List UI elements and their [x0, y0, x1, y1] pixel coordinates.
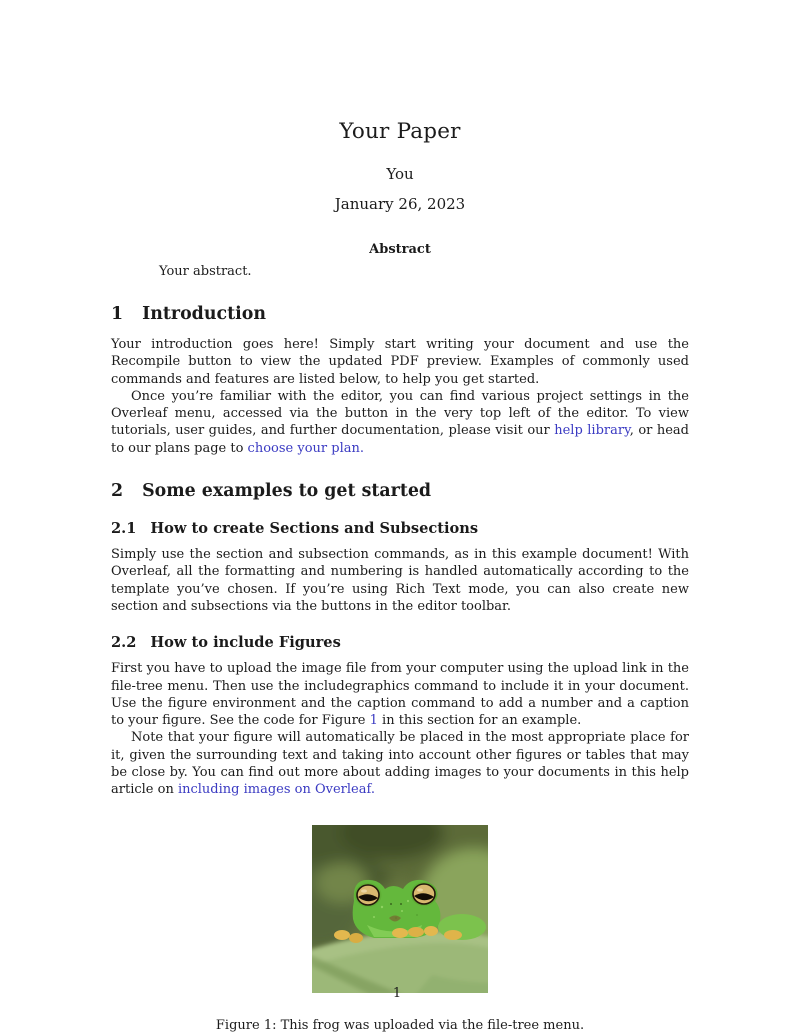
- paragraph: [111, 336, 689, 388]
- paper-title: Your Paper: [339, 119, 461, 144]
- section-title: Introduction: [142, 304, 266, 324]
- subsection-title: How to create Sections and Subsections: [150, 520, 479, 538]
- text-segment: Simply use the section and subsection commands, as in this example document! With Overleaf, all the formatting and numbering is handled automatically according to the template you’ve chosen. If you’re using Rich Text mode, you can also create new section and subsections via the buttons in the editor toolbar.: [111, 547, 689, 614]
- section-number: 1: [111, 304, 124, 324]
- text-segment: in this section for an example.: [377, 713, 582, 729]
- paragraph: [111, 388, 689, 457]
- inline-link[interactable]: 1: [369, 713, 378, 729]
- paper-author: You: [386, 165, 414, 183]
- text-segment: First you have to upload the image file from your computer using the upload link in the file-tree menu. Then use the includegraphics command to include it in your document. Use the figure environment and the caption command to add a number and a caption to your figure. See the code for Figure: [111, 661, 689, 729]
- paper-date: January 26, 2023: [334, 195, 466, 213]
- subsection-heading-sections: [111, 520, 689, 537]
- abstract-heading: Abstract: [369, 242, 431, 257]
- text-block: [111, 0, 689, 1033]
- abstract-text: Your abstract.: [159, 264, 252, 279]
- inline-link[interactable]: including images on Overleaf.: [177, 782, 375, 798]
- figure-caption: Figure 1: This frog was uploaded via the file-tree menu.: [215, 1017, 585, 1033]
- inline-link[interactable]: help library: [554, 423, 630, 439]
- section-heading-introduction: [111, 304, 689, 324]
- frog-photo-graphic: [312, 825, 488, 993]
- text-segment: Once you’re familiar with the editor, you can find various project settings in the Overleaf menu, accessed via the button in the very top left of the editor. To view tutorials, user guides, and further documentation, please visit our: [111, 388, 689, 439]
- paragraph: [111, 660, 689, 729]
- section-title: Some examples to get started: [142, 481, 432, 502]
- page-number: 1: [392, 986, 402, 1001]
- section-number: 2: [111, 481, 124, 502]
- subsection-title: How to include Figures: [150, 634, 341, 652]
- paragraph: [111, 729, 689, 798]
- inline-link[interactable]: choose your plan.: [247, 440, 364, 456]
- frog-photo: [312, 825, 488, 993]
- figure-1: [111, 825, 689, 1033]
- paragraph: [111, 546, 689, 615]
- text-segment: Your introduction goes here! Simply start writing your document and use the Recompile button to view the updated PDF preview. Examples of commonly used commands and features are listed below, to help you get started.: [111, 337, 689, 387]
- subsection-number: 2.1: [111, 520, 137, 538]
- text-segment: , or head to our plans page to: [111, 423, 689, 456]
- section-heading-examples: [111, 481, 689, 501]
- text-segment: Note that your figure will automatically be placed in the most appropriate place for it, given the surrounding text and taking into account other figures or tables that may be close by. You can find out more about adding images to your documents in this help article on: [111, 730, 689, 798]
- subsection-heading-figures: [111, 634, 689, 651]
- subsection-number: 2.2: [111, 634, 137, 652]
